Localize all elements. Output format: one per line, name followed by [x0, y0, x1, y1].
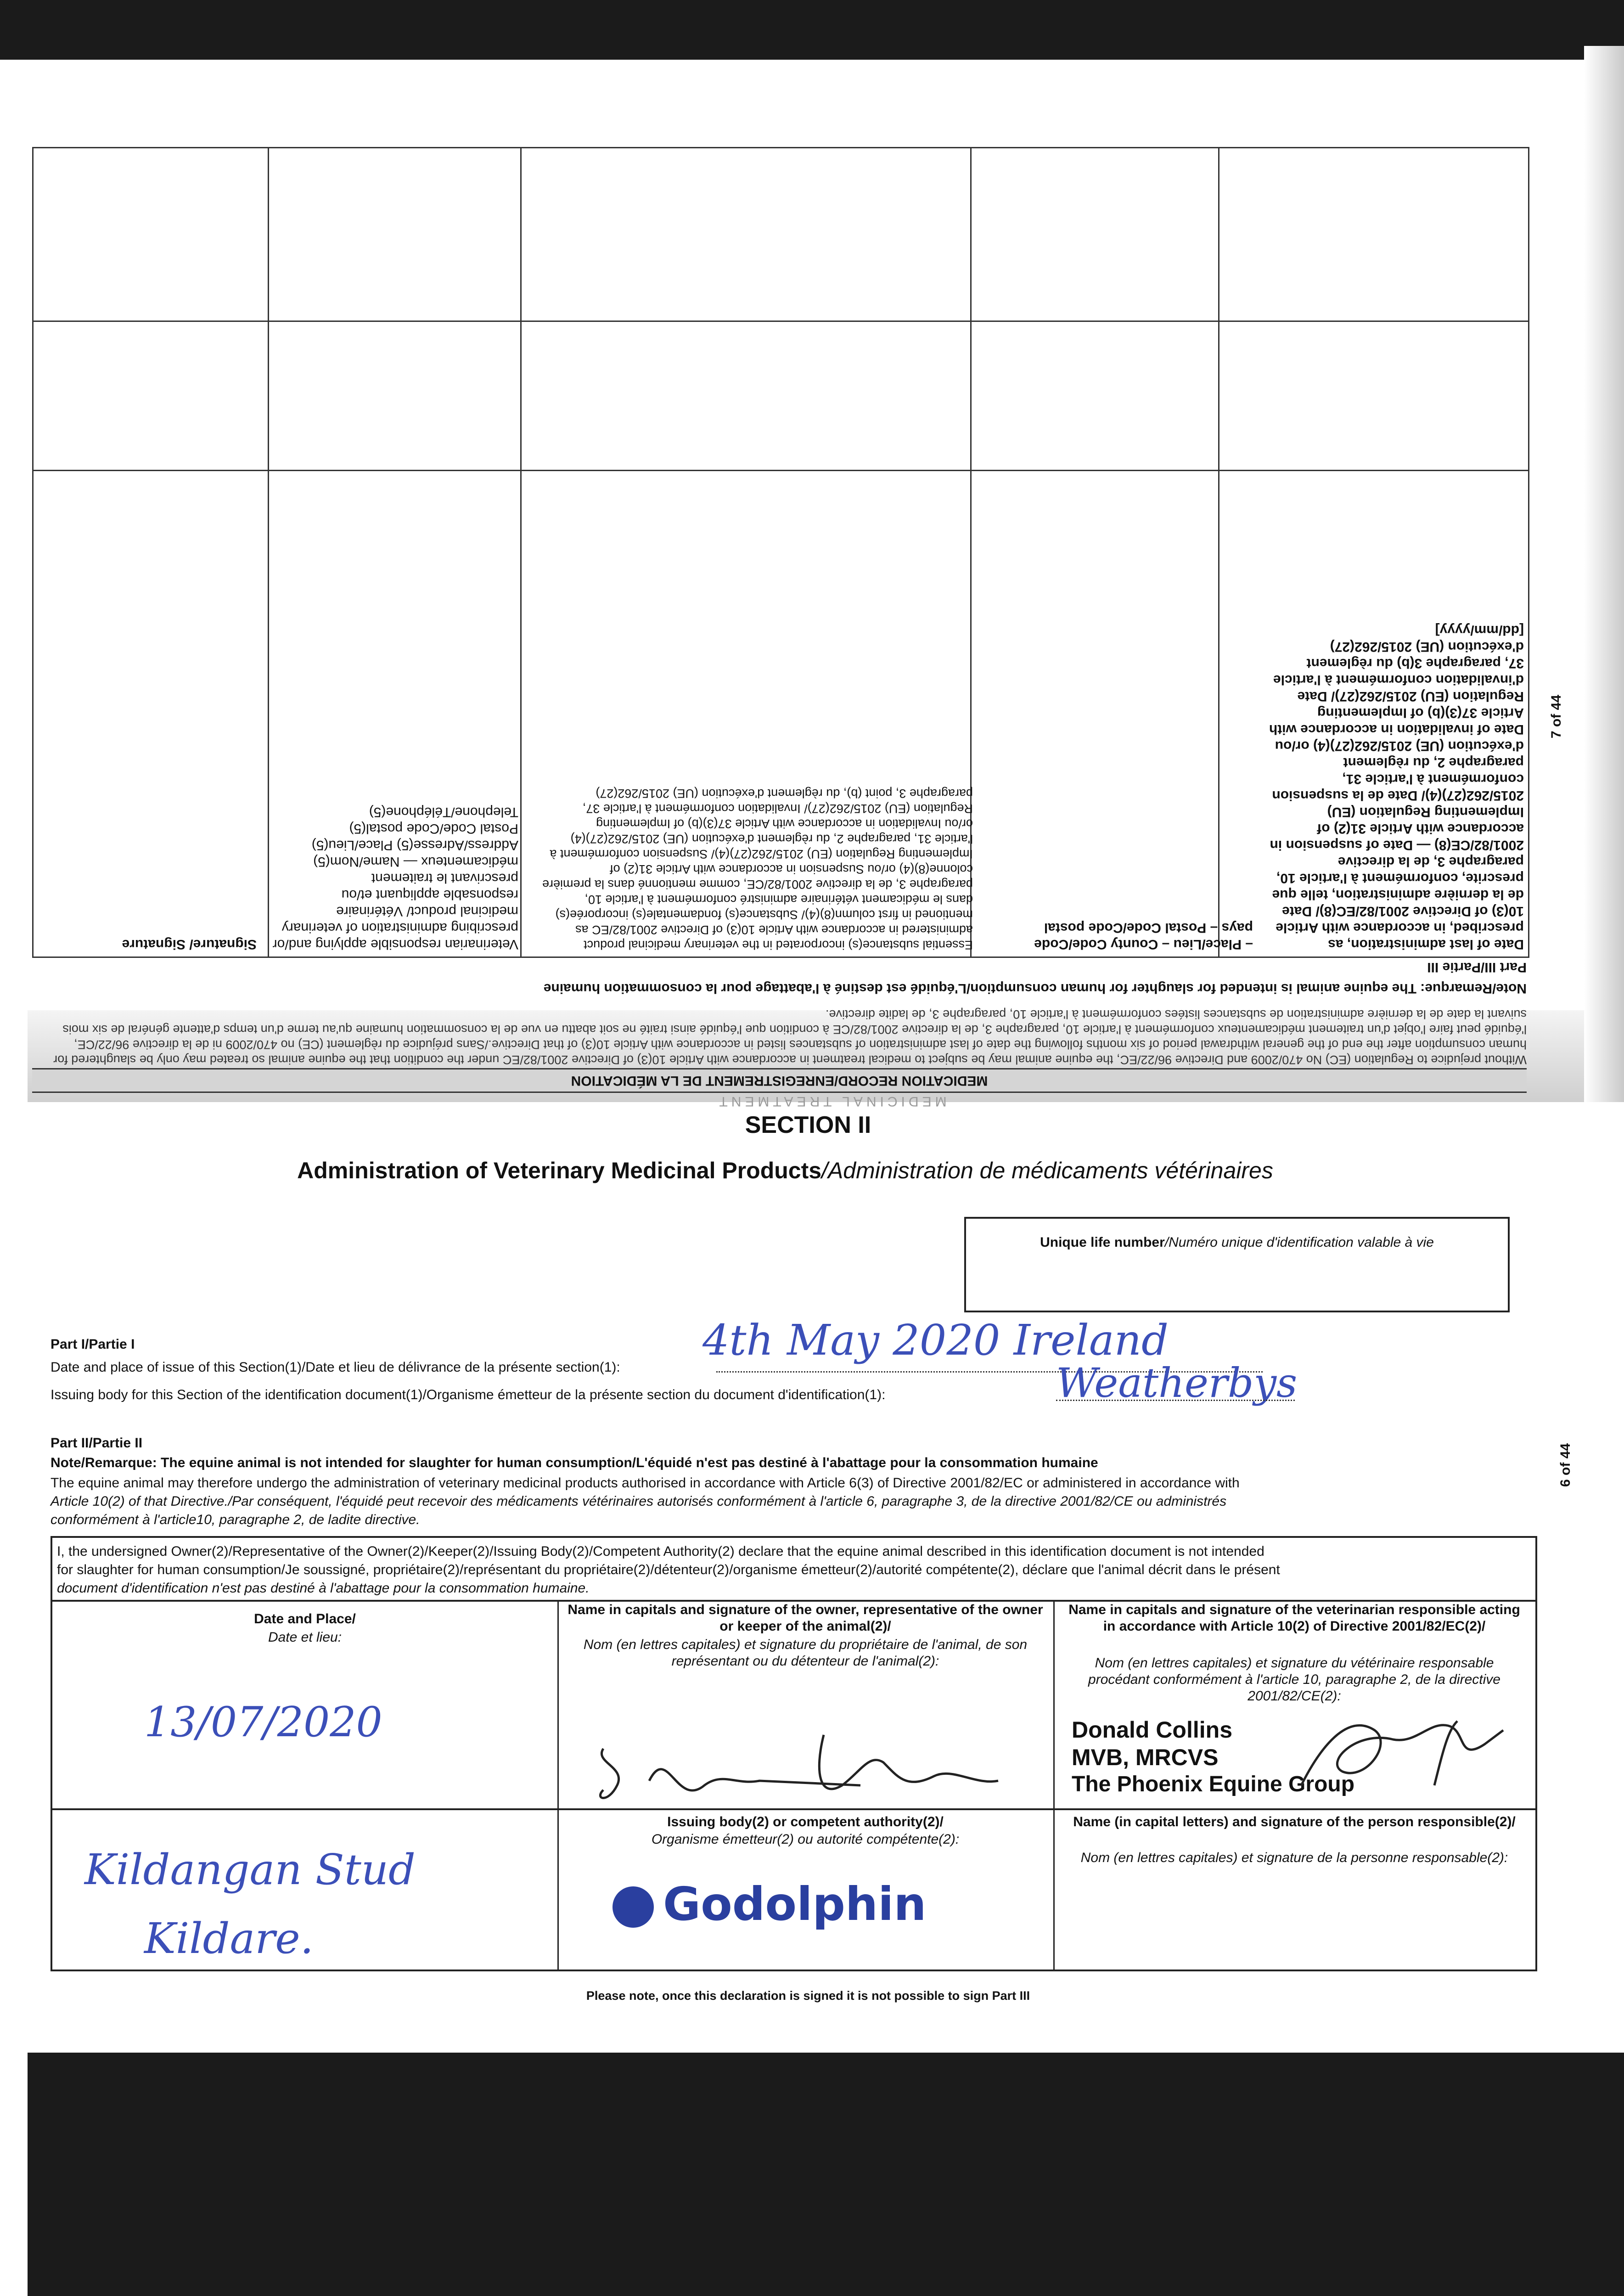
- col2-divider: [557, 1808, 1053, 1810]
- grid-row-divider: [34, 321, 1528, 322]
- part2-label: Part II/Partie II: [51, 1435, 143, 1451]
- col-owner: [557, 1602, 1055, 1970]
- col3-title-fr: Nom (en lettres capitales) et signature du vétérinaire responsable procédant conformément à l'article 10, paragraphe 2, de la directive 2001/82/CE(2):: [1088, 1655, 1500, 1704]
- upper-col-header-2: – Place/Lieu – County Code/Code pays – Postal Code/Code postal: [1034, 920, 1253, 952]
- col3-title: Name in capitals and signature of the veterinarian responsible acting in accordance with Article 10(2) of Directive 2001/82/EC(2)/: [1068, 1602, 1520, 1634]
- subtitle-bold: Administration of Veterinary Medicinal Products: [297, 1158, 822, 1183]
- lower-page: [28, 1102, 1584, 2053]
- date-place-value: 4th May 2020 Ireland: [702, 1316, 1169, 1365]
- col1-title-fr: Date et lieu:: [268, 1630, 342, 1645]
- footer-note: Please note, once this declaration is signed it is not possible to sign Part III: [586, 1989, 1030, 2003]
- upper-page-number: 7 of 44: [1549, 694, 1564, 738]
- vet-stamp-line2: MVB, MRCVS: [1072, 1745, 1219, 1770]
- medication-record-band: MEDICATION RECORD/ENREGISTREMENT DE LA MÉDICATION: [32, 1068, 1527, 1093]
- lower-page-number: 6 of 44: [1558, 1443, 1573, 1487]
- col3-person-title: Name (in capital letters) and signature of the person responsible(2)/: [1073, 1814, 1516, 1829]
- declaration-table: [51, 1536, 1537, 1971]
- upper-col-header-4: Veterinarian responsible applying and/or prescribing administration of veterinary medicinal product/ Vétérinaire responsable appliquant et/ou prescrivant le traitement médicamenteux — Name/Nom(5) Address/Adresse(5) Place/Lieu(5) Postal Code/Code postal(5) Telephone/Téléphone(5): [272, 805, 518, 952]
- ulno-label-italic: /Numéro unique d'identification valable à vie: [1164, 1235, 1434, 1250]
- col2-title-fr: Nom (en lettres capitales) et signature du propriétaire de l'animal, de son représentant ou du détenteur de l'animal(2):: [583, 1637, 1028, 1669]
- vet-stamp-line1: Donald Collins: [1072, 1717, 1232, 1743]
- col-veterinarian: [1053, 1602, 1535, 1970]
- grid-row-divider: [34, 470, 1528, 471]
- declaration-text-3: document d'identification n'est pas destiné à l'abattage pour la consommation humaine.: [57, 1581, 590, 1596]
- issuing-body-label: Issuing body for this Section of the identification document(1)/Organisme émetteur de la présente section du document d'identification(1):: [51, 1387, 886, 1402]
- scan-right-shadow: [1584, 46, 1624, 1102]
- upper-watermark: MEDICINAL TREATMENT: [715, 1094, 947, 1109]
- col1-title: Date and Place/: [254, 1611, 356, 1626]
- scan-top-edge: [0, 0, 1624, 60]
- upper-band-flipped: [32, 955, 1527, 1093]
- godolphin-stamp: [613, 1877, 1007, 1937]
- part2-note-bold: Note/Remarque: The equine animal is not intended for slaughter for human consumption/L'équidé n'est pas destiné à l'abattage pour la consommation humaine: [51, 1455, 1098, 1470]
- part2-note-body-2: Article 10(2) of that Directive./Par conséquent, l'équidé peut recevoir des médicaments vétérinaires autorisés conformément à l'article 6, paragraphe 3, de la directive 2001/82/CE ou administrés: [51, 1494, 1227, 1509]
- part1-label: Part I/Partie I: [51, 1337, 135, 1352]
- unique-life-number-box: [964, 1217, 1510, 1312]
- col2-issuing-title: Issuing body(2) or competent authority(2)/: [667, 1814, 944, 1829]
- owner-signature-stroke: [600, 1735, 998, 1798]
- godolphin-stamp-text: Godolphin: [663, 1877, 927, 1931]
- col-date-place: [52, 1602, 559, 1970]
- upper-note-body: Without prejudice to Regulation (EC) No 470/2009 and Directive 96/22/EC, the equine animal may be subject to medical treatment in accordance with Article 10(3) of Directive 2001/82/EC under the condition that the equine animal so treated may only be slaughtered for human consumption after the end of the general withdrawal period of six months following the date of last administration of substances listed in accordance with Article 10(3) of that Directive./Sans préjudice du règlement (CE) no 470/2009 ni de la directive 96/22/CE, l'équidé peut faire l'objet d'un traitement médicamenteux conformément à l'article 10, paragraphe 3, de la directive 2001/82/CE à condition que l'équidé ainsi traité ne soit abattu en vue de la consommation humaine qu'au terme d'un temps d'attente général de six mois suivant la date de la dernière administration de substances listées conformément à l'article 10, paragraphe 3, de ladite directive.: [53, 1007, 1527, 1067]
- issuing-body-value: Weatherbys: [1056, 1359, 1298, 1407]
- issuing-body-line: [1056, 1400, 1295, 1401]
- subtitle-italic: /Administration de médicaments vétérinaires: [821, 1158, 1273, 1183]
- part2-note-body-1: The equine animal may therefore undergo the administration of veterinary medicinal products authorised in accordance with Article 6(3) of Directive 2001/82/EC or administered in accordance with: [51, 1475, 1240, 1491]
- ulno-label-bold: Unique life number: [1040, 1235, 1165, 1250]
- upper-note-bold: Note/Remarque: The equine animal is intended for slaughter for human consumption/L'équidé est destiné à l'abattage pour la consommation humaine: [543, 981, 1527, 996]
- owner-signature: [585, 1716, 1026, 1818]
- upper-page: [28, 60, 1584, 1109]
- vet-signature: [1283, 1694, 1512, 1804]
- section-title: SECTION II: [745, 1112, 871, 1138]
- col3-person-title-fr: Nom (en lettres capitales) et signature de la personne responsable(2):: [1080, 1850, 1508, 1865]
- upper-col-header-1: Date of last administration, as prescribed, in accordance with Article 10(3) of Directive 2001/82/EC(8)/ Date de la dernière administration, telle que prescrite, conformément à l'article 10, paragraphe 3, de la directive 2001/82/CE(8) — Date of suspension in accordance with Article 31(2) of Implementing Regulation (EU) 2015/262(27)(4)/ Date de la suspension conformément à l'article 31, paragraphe 2, du règlement d'exécution (UE) 2015/262(27)(4) or/ou Date of invalidation in accordance with Article 37(3)(b) of Implementing Regulation (EU) 2015/262(27)/ Date d'invalidation conformément à l'article 37, paragraphe 3(b) du règlement d'exécution (UE) 2015/262(27) [dd/mm/yyyy]: [1269, 623, 1524, 952]
- col1-divider: [52, 1808, 557, 1810]
- section-subtitle: [165, 1157, 1405, 1184]
- col2-title: Name in capitals and signature of the owner, representative of the owner or keeper of the animal(2)/: [568, 1602, 1043, 1634]
- date-place-label: Date and place of issue of this Section(1)/Date et lieu de délivrance de la présente section(1):: [51, 1360, 620, 1375]
- col1-place-line1: Kildangan Stud: [84, 1845, 416, 1894]
- scan-bottom-edge: [28, 2053, 1624, 2296]
- col1-place-line2: Kildare.: [144, 1914, 314, 1963]
- declaration-text-2: for slaughter for human consumption/Je soussigné, propriétaire(2)/représentant du propriétaire(2)/détenteur(2)/organisme émetteur(2)/autorité compétente(2), déclare que l'animal décrit dans le présent: [57, 1562, 1280, 1577]
- part2-note-body-3: conformément à l'article10, paragraphe 2, de ladite directive.: [51, 1512, 420, 1527]
- declaration-text-1: I, the undersigned Owner(2)/Representative of the Owner(2)/Keeper(2)/Issuing Body(2)/Competent Authority(2) declare that the equine animal described in this identification document is not intended: [57, 1544, 1264, 1559]
- upper-part-heading: Part III/Partie III: [1427, 960, 1527, 975]
- godolphin-logo-icon: [613, 1886, 654, 1928]
- col1-date-value: 13/07/2020: [144, 1698, 382, 1746]
- col3-divider: [1053, 1808, 1535, 1810]
- upper-header-flipped: [32, 473, 1527, 955]
- vet-signature-stroke: [1301, 1721, 1503, 1785]
- upper-col-header-5: Signature/ Signature: [122, 937, 257, 952]
- upper-col-header-3: Essential substance(s) incorporated in the veterinary medicinal product administered in accordance with Article 10(3) of Directive 2001/82/EC as mentioned in first column(8)(4)/ Substance(s) fondamentale(s) incorporée(s) dans le médicament vétérinaire administré conformément à l'article 10, paragraphe 3, de la directive 2001/82/CE, comme mentionné dans la première colonne(8)(4) or/ou Suspension in accordance with Article 31(2) of Implementing Regulation (EU) 2015/262(27)(4)/ Suspension conformément à l'article 31, paragraphe 2, du règlement d'exécution (UE) 2015/262(27)(4) or/ou Invalidation in accordance with Article 37(3)(b) of Implementing Regulation (EU) 2015/262(27)/ Invalidation conformément à l'article 37, paragraphe 3, point (b), du règlement d'exécution (UE) 2015/262(27): [542, 787, 973, 952]
- unique-life-number-label: [966, 1234, 1508, 1251]
- col2-issuing-title-fr: Organisme émetteur(2) ou autorité compétente(2):: [651, 1832, 960, 1847]
- vet-stamp-line3: The Phoenix Equine Group: [1072, 1772, 1355, 1796]
